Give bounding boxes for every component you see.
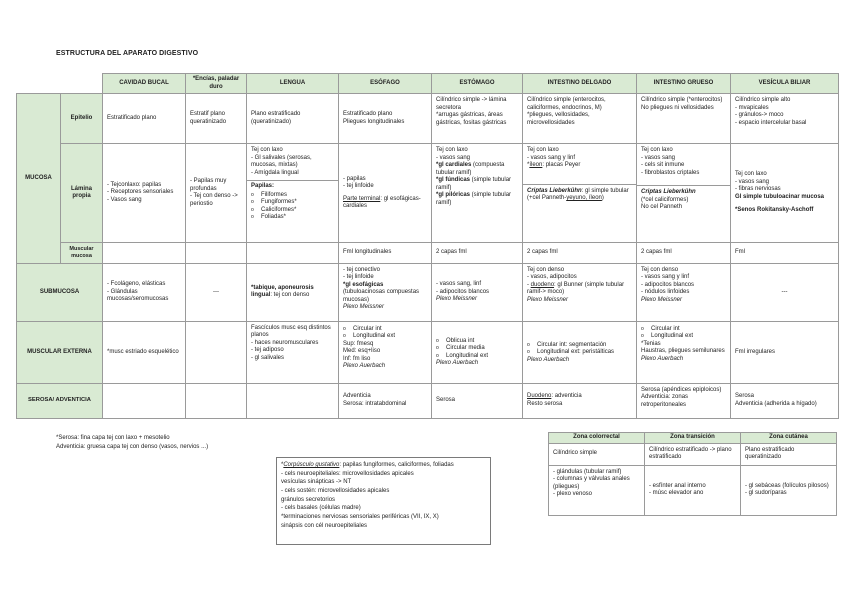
me-grueso-list (641, 326, 726, 341)
row-epitelio (17, 94, 839, 144)
sub-esofago-top: - tej conectivo - tej linfoide (343, 266, 381, 281)
list-item: o Circular media (436, 345, 518, 353)
sub-grueso-text: Tej con denso - vasos sang y linf - adipocitos blancos - nódulos linfoides (641, 266, 695, 296)
lamina-vesicula-top (735, 171, 834, 201)
plexo-meissner: Plexo Meissner (343, 304, 385, 311)
footnotes (56, 434, 208, 452)
row-muscular-mucosa (17, 243, 839, 264)
header-zona-cutanea: Zona cutánea (741, 433, 837, 444)
papilas-list (251, 192, 334, 222)
criptas-yeyuno: yeyuno, íleon (566, 195, 602, 201)
mm-vesicula: Fml (731, 243, 839, 264)
header-intestino-delgado: INTESTINO DELGADO (523, 74, 637, 94)
corpusculo-label: Corpúsculo gustativo (283, 462, 340, 468)
criptas-desc: : gl simple tubular (+cel Panneth- (527, 187, 629, 201)
list-item: o Oblicua int (436, 338, 518, 346)
header-lengua: LENGUA (247, 74, 339, 94)
lamina-vesicula (731, 144, 839, 243)
me-grueso (637, 321, 731, 383)
serosa-lengua (247, 383, 339, 418)
lamina-esofago (339, 144, 432, 243)
vesicula-top: Tej con laxo - vasos sang - fibras nerviosas (735, 171, 781, 193)
anal-zones-table (548, 432, 837, 516)
lamina-grueso (637, 144, 731, 243)
me-esofago (339, 321, 432, 383)
epitelio-encias: Estratif plano queratinizado (186, 94, 247, 144)
lamina-estomago (432, 144, 523, 243)
lamina-lengua (247, 144, 339, 243)
side-cell: - glándulas (tubular ramif) - columnas y válvulas anales (pliegues) - plexo venoso (549, 465, 645, 515)
epitelio-vesicula: Cilíndrico simple alto - mvapicales - gránulos-> moco - espacio intercelular basal (731, 94, 839, 144)
epitelio-delgado: Cilíndrico simple (enterocitos, caliciformes, endocrinos, M) *pliegues, vellosidades, microvellosidades (523, 94, 637, 144)
side-cell: - gl sebáceas (folículos pilosos) - gl sudoríparas (741, 465, 837, 515)
list-item: o Fungiformes* (251, 199, 334, 207)
plexo-meissner: Plexo Meissner (527, 296, 569, 303)
lamina-grueso-criptas (637, 185, 730, 215)
criptas-label: Criptas Lieberkühn (527, 187, 582, 194)
corpusculo-desc: : papilas fungiformes, caliciformes, foliadas (339, 462, 454, 468)
sub-lengua (247, 263, 339, 321)
list-item: o Longitudinal ext (641, 333, 726, 341)
me-lengua: Fascículos musc esq distintos planos - haces neuromusculares - tej adiposo - gl salivales (247, 321, 339, 383)
list-item: o Circular int (343, 326, 427, 334)
sub-estomago-text: - vasos sang, linf - adipocitos blancos (436, 281, 490, 295)
note-adventicia: Adventicia: gruesa capa tej con denso (vasos, nervios ...) (56, 444, 209, 450)
box-lines: - cels neuroepiteliales: microvellosidades apicales vesículas sinápticas -> NT - cels sostén: microvellosidades apicales gránulos secretorios - cels basales (células madre) *terminaciones nerviosas sensoriales periféricas (VII, IX, X) sinápsis con cél neuroepiteliales (281, 470, 439, 529)
serosa-delgado-text: : adventicia Resto serosa (527, 393, 582, 407)
me-esofago-rest-text: Sup: fmesq Med: esq+liso Inf: fm liso (343, 340, 381, 362)
plexo-meissner: Plexo Meissner (641, 296, 683, 303)
sub-vesicula: --- (731, 263, 839, 321)
lamina-lengua-papilas (247, 180, 338, 222)
criptas-desc: (*cel caliciformes) No cel Panneth (641, 196, 689, 210)
lamina-bucal: - Tejconlaxo: papilas - Receptores sensoriales - Vasos sang (103, 144, 186, 243)
me-esofago-rest (343, 341, 427, 371)
epitelio-grueso: Cilíndrico simple (*enterocitos) No pliegues ni vellosidades (637, 94, 731, 144)
list-item: o Caliciformes* (251, 207, 334, 215)
label-epitelio: Epitelio (61, 94, 103, 144)
corpusculo-gustativo-box (276, 457, 491, 545)
plexo-auerbach: Plexo Auerbach (527, 356, 570, 363)
label-muscular-externa: MUSCULAR EXTERNA (17, 321, 103, 383)
header-intestino-grueso: INTESTINO GRUESO (637, 74, 731, 94)
header-vesicula-biliar: VESÍCULA BILIAR (731, 74, 839, 94)
delgado-top: Tej con laxo - vasos sang y linf * (527, 147, 576, 168)
list-item: o Longitudinal ext (436, 353, 518, 361)
plexo-auerbach: Plexo Auerbach (641, 355, 684, 362)
header-row (17, 74, 839, 94)
me-encias (186, 321, 247, 383)
side-cell: Plano estratificado queratinizado (741, 443, 837, 465)
me-estomago (432, 321, 523, 383)
me-vesicula: Fml irregulares (731, 321, 839, 383)
box-first-line: *Corpúsculo gustativo: papilas fungiformes, caliciformes, foliadas (281, 462, 454, 468)
plexo-auerbach: Plexo Auerbach (343, 363, 386, 370)
gl-cardiales-desc: (compuesta tubular ramif) (436, 162, 505, 176)
serosa-bucal (103, 383, 186, 418)
criptas-label: Criptas Lieberkühn (641, 189, 696, 195)
label-submucosa: SUBMUCOSA (17, 263, 103, 321)
mm-esofago: Fml longitudinales (339, 243, 432, 264)
mm-grueso: 2 capas fml (637, 243, 731, 264)
sub-grueso (637, 263, 731, 321)
sub-esofago (339, 263, 432, 321)
serosa-delgado (523, 383, 637, 418)
side-cell: Cilíndrico simple (549, 443, 645, 465)
epitelio-esofago: Estratificado plano Pliegues longitudinales (339, 94, 432, 144)
label-mucosa: MUCOSA (17, 94, 61, 264)
sub-estomago (432, 263, 523, 321)
lamina-lengua-top: Tej con laxo - Gl salivales (serosas, mucosas, mixtas) - Amígdala lingual (251, 147, 312, 176)
duodeno: Duodeno (527, 393, 552, 400)
lamina-encias: - Papilas muy profundas - Tej con denso -> periostio (186, 144, 247, 243)
gl-brunner: : gl Bunner (simple tubular ramif-> moco) (527, 281, 625, 296)
me-bucal: *musc estriado esquelético (103, 321, 186, 383)
serosa-esofago: Adventicia Serosa: intratabdominal (339, 383, 432, 418)
side-cell: Cilíndrico estratificado -> plano estratificado (645, 443, 741, 465)
list-item: o Foliadas* (251, 214, 334, 222)
list-item: o Filiformes (251, 192, 334, 200)
lamina-grueso-top: Tej con laxo - vasos sang - cels sit inmune - fibroblastos criptales (641, 147, 700, 176)
sub-bucal: - Fcolágeno, elásticas - Glándulas mucosas/seromucosas (103, 263, 186, 321)
tabique: *tabique, aponeurosis lingual (251, 284, 314, 299)
row-submucosa (17, 263, 839, 321)
tabique-desc: : tej con denso (270, 292, 310, 299)
mm-lengua (247, 243, 339, 264)
gl-fundicas-desc: (simple tubular ramif) (436, 177, 512, 191)
page-title: ESTRUCTURA DEL APARATO DIGESTIVO (56, 50, 199, 57)
row-muscular-externa (17, 321, 839, 383)
label-lamina-propia: Lámina propia (61, 144, 103, 243)
esofago-gl-text: : gl esofágicas-cardiales (343, 195, 421, 209)
list-item: o Longitudinal ext: peristálticas (527, 349, 632, 357)
row-serosa (17, 383, 839, 418)
vesicula-senos: *Senos Rokitansky-Aschoff (735, 207, 814, 214)
me-delgado-list (527, 342, 632, 357)
plexo-auerbach: Plexo Auerbach (436, 360, 479, 367)
sub-delgado-top: Tej con denso - vasos, adipocitos - (527, 266, 577, 288)
mm-estomago: 2 capas fml (432, 243, 523, 264)
mm-delgado: 2 capas fml (523, 243, 637, 264)
serosa-vesicula: Serosa Adventicia (adherida a hígado) (731, 383, 839, 418)
structure-table (16, 73, 839, 419)
epitelio-estomago: Cilíndrico simple -> lámina secretora *arrugas gástricas, áreas gástricas, fositas gástricas (432, 94, 523, 144)
mm-encias (186, 243, 247, 264)
label-serosa: SEROSA/ ADVENTICIA (17, 383, 103, 418)
epitelio-lengua: Plano estratificado (queratinizado) (247, 94, 339, 144)
header-cavidad-bucal: CAVIDAD BUCAL (103, 74, 186, 94)
me-grueso-rest (641, 341, 726, 364)
header-zona-transicion: Zona transición (645, 433, 741, 444)
header-estomago: ESTÓMAGO (432, 74, 523, 94)
side-header-row (549, 433, 837, 444)
serosa-estomago: Serosa (432, 383, 523, 418)
plexo-meissner: Plexo Meissner (436, 296, 478, 302)
sub-encias: --- (186, 263, 247, 321)
me-estomago-list (436, 338, 518, 361)
papilas-label: Papilas: (251, 183, 275, 189)
me-delgado (523, 321, 637, 383)
gl-fundicas: *gl fúndicas (436, 177, 471, 183)
serosa-grueso: Serosa (apéndices epiploicos) Adventicia: zonas retroperitoneales (637, 383, 731, 418)
list-item: o Circular int: segmentación (527, 342, 632, 350)
lamina-esofago-top: - papilas - tej linfoide (343, 175, 374, 189)
gl-esofagicas: *gl esofágicas (343, 281, 384, 288)
list-item: o Longitudinal ext (343, 333, 427, 341)
ileon: íleon (529, 162, 543, 168)
duodeno: duodeno (530, 281, 555, 288)
me-esofago-list (343, 326, 427, 341)
gl-esofagicas-desc: (tubuloacinosas compuestas mucosas) (343, 289, 420, 303)
gl-cardiales: *gl cardiales (436, 162, 472, 168)
header-encias: *Encías, paladar duro (186, 74, 247, 94)
header-esofago: ESÓFAGO (339, 74, 432, 94)
mm-bucal (103, 243, 186, 264)
serosa-encias (186, 383, 247, 418)
lamina-delgado (523, 144, 637, 243)
gl-piloricas: *gl pilóricas (436, 192, 471, 198)
criptas-end: ) (601, 195, 604, 201)
list-item: o Circular int (641, 326, 726, 334)
lamina-esofago-gl (343, 196, 427, 211)
side-cell: - esfínter anal interno - músc elevador ano (645, 465, 741, 515)
corner-cell (17, 74, 103, 94)
me-grueso-rest-text: *Tenias Haustras, pliegues semilunares (641, 340, 725, 355)
side-row-estructuras (549, 465, 837, 515)
header-zona-colorrectal: Zona colorrectal (549, 433, 645, 444)
side-row-epitelio (549, 443, 837, 465)
sub-delgado (523, 263, 637, 321)
lamina-delgado-criptas (523, 184, 636, 206)
lamina-delgado-top (523, 147, 636, 184)
gl-piloricas-desc: (simple tubular ramif) (436, 192, 512, 206)
placas-peyer: : placas Peyer (542, 162, 581, 168)
note-serosa: *Serosa: fina capa tej con laxo + mesotelio (56, 435, 170, 441)
parte-terminal: Parte terminal (343, 195, 381, 202)
label-muscular-mucosa: Muscular mucosa (61, 243, 103, 264)
row-lamina-propia (17, 144, 839, 243)
vesicula-gl: Gl simple tubuloacinar mucosa (735, 193, 825, 200)
estomago-top: Tej con laxo - vasos sang (436, 147, 471, 161)
epitelio-bucal: Estratificado plano (103, 94, 186, 144)
